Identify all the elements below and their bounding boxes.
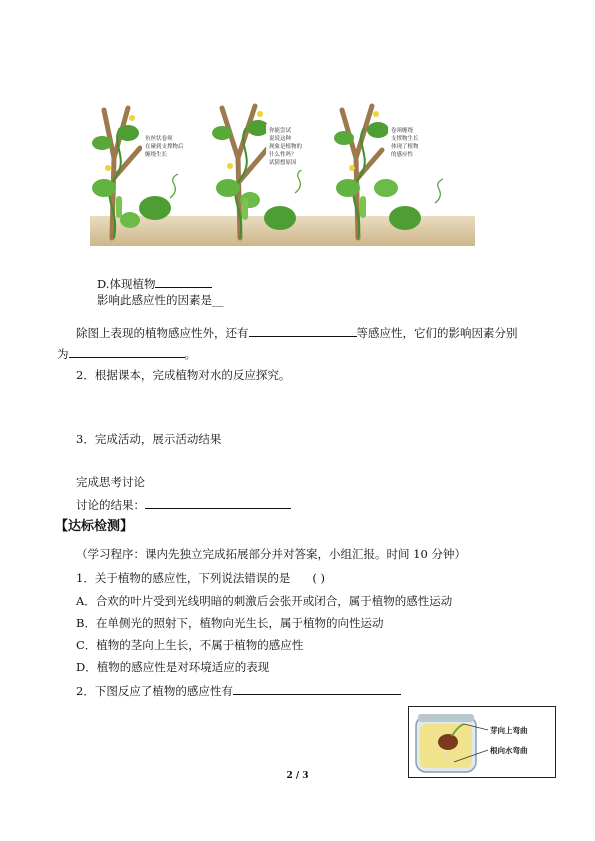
para-b: 等感应性，它们的影响因素分别 — [356, 326, 518, 340]
question-2-text: 2．下图反应了植物的感应性有 — [76, 684, 233, 698]
blank-d[interactable] — [155, 276, 212, 288]
option-d-text: D.体现植物 — [97, 277, 156, 291]
plant-tendril-figure — [90, 88, 475, 246]
option-d: D．植物的感应性是对环境适应的表现 — [76, 660, 270, 674]
inset-label-bottom: 根向水弯曲 — [490, 746, 528, 755]
factor-line — [97, 293, 224, 307]
para-c-suffix: 。 — [184, 347, 196, 361]
figure-label-1: 鱼丝状卷须 在碰到支撑物后 缠绕生长 — [145, 136, 184, 158]
inset-label-top: 芽向上弯曲 — [490, 726, 528, 735]
question-2 — [76, 683, 401, 698]
blank-result[interactable] — [145, 497, 291, 509]
option-a: A．合欢的叶片受到光线明暗的刺激后会张开或闭合，属于植物的感性运动 — [76, 594, 453, 608]
question-1-text: 1．关于植物的感应性，下列说法错误的是 — [76, 571, 291, 585]
option-b: B．在单侧光的照射下，植物向光生长，属于植物的向性运动 — [76, 616, 384, 630]
paragraph-line-1 — [76, 325, 518, 340]
factor-text: 影响此感应性的因素是 — [97, 293, 212, 307]
question-1 — [76, 571, 325, 585]
item-2: 2．根据课本，完成植物对水的反应探究。 — [76, 368, 291, 382]
para-c-prefix: 为 — [57, 347, 69, 361]
answer-paren[interactable]: ( ) — [312, 571, 325, 585]
figure-label-3: 卷须缠绕 支撑物生长 体现了植物 的感应性 — [391, 128, 419, 158]
item-3: 3．完成活动，展示活动结果 — [76, 432, 222, 446]
option-d-line — [97, 276, 212, 291]
page-number: 2 / 3 — [286, 771, 309, 781]
para-a: 除图上表现的植物感应性外，还有 — [76, 326, 249, 340]
blank-q2[interactable] — [233, 683, 401, 695]
blank-factors[interactable] — [69, 346, 185, 358]
discussion-heading: 完成思考讨论 — [76, 475, 145, 489]
procedure-note: （学习程序：课内先独立完成拓展部分并对答案，小组汇报。时间 10 分钟） — [76, 547, 466, 561]
blank-sensitivity[interactable] — [249, 325, 357, 337]
factor-blank[interactable]: __ — [212, 293, 224, 307]
result-label: 讨论的结果： — [76, 498, 145, 512]
option-c: C．植物的茎向上生长，不属于植物的感应性 — [76, 638, 304, 652]
section-heading: 【达标检测】 — [55, 519, 134, 534]
seed-jar-figure — [408, 706, 556, 778]
figure-label-2: 你能尝试 说说这种 现象是植物的 什么性吗？ 试猜想原因 — [269, 128, 303, 166]
discussion-result-line — [76, 497, 291, 512]
paragraph-line-2 — [57, 346, 196, 361]
